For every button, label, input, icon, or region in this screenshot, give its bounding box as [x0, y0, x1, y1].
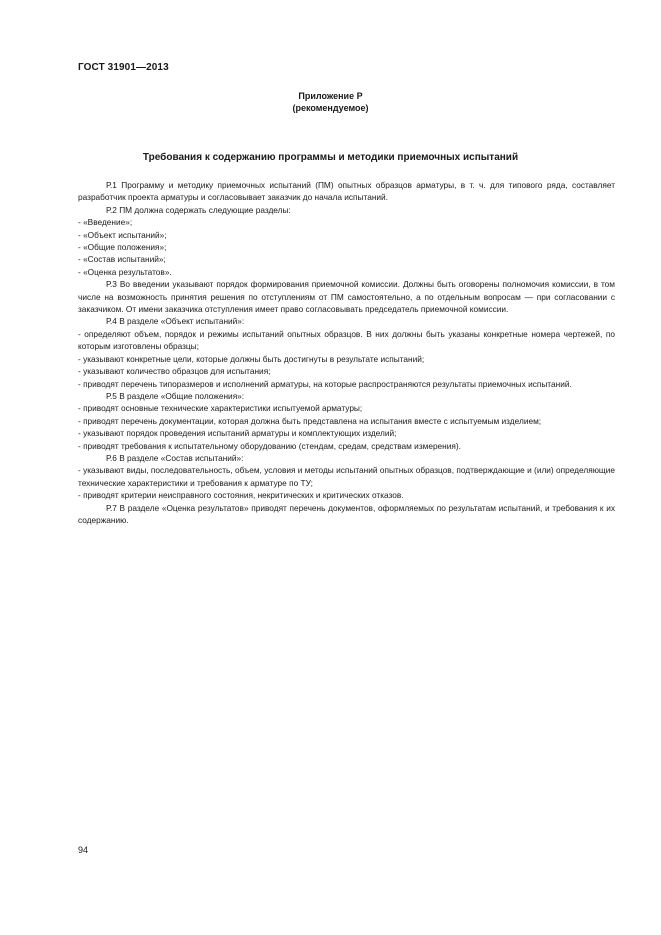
list-item: - указывают количество образцов для испытания; [78, 366, 271, 377]
list-item: - «Общие положения»; [78, 242, 167, 253]
list-item: - «Оценка результатов». [78, 266, 172, 277]
clause-paragraph: Р.4 В разделе «Объект испытаний»: [106, 316, 245, 327]
list-item: - приводят перечень документации, которая должна быть представлена на испытания вместе с испытуемым изделием; [78, 415, 542, 426]
clause-paragraph: Р.3 Во введении указывают порядок формирования приемочной комиссии. Должны быть оговорены полномочия комиссии, в том числе на возможность принятия решения по отступлениям от ПМ самостоятельно, а по отдельным вопросам — при согласовании с заказчиком. От имени заказчика отступления имеет право согласовывать председатель приемочной комиссии. [78, 279, 615, 315]
clause-paragraph: Р.7 В разделе «Оценка результатов» приводят перечень документов, оформляемых по результатам испытаний, и требования к их содержанию. [78, 502, 615, 525]
list-item: - приводят основные технические характеристики испытуемой арматуры; [78, 403, 363, 414]
list-item: - указывают конкретные цели, которые должны быть достигнуты в результате испытаний; [78, 353, 425, 364]
document-body [78, 179, 615, 526]
list-item: - приводят перечень типоразмеров и исполнений арматуры, на которые распространяются результаты приемочных испытаний. [78, 378, 572, 389]
appendix-subtitle: (рекомендуемое) [292, 103, 369, 113]
list-item: - «Введение»; [78, 217, 133, 228]
document-header: ГОСТ 31901—2013 [78, 62, 169, 73]
clause-paragraph: Р.5 В разделе «Общие положения»: [106, 390, 245, 401]
list-item: - приводят требования к испытательному оборудованию (стендам, средам, средствам измерения). [78, 440, 461, 451]
list-item: - указывают виды, последовательность, объем, условия и методы испытаний опытных образцов, подтверждающие и (или) определяющие технические характеристики и требования к арматуре по ТУ; [78, 465, 615, 488]
appendix-title: Приложение Р [298, 91, 363, 101]
appendix-heading [0, 90, 661, 114]
clause-paragraph: Р.1 Программу и методику приемочных испытаний (ПМ) опытных образцов арматуры, в т. ч. для типового ряда, составляет разработчик проекта арматуры и согласовывает заказчик до начала испытаний. [78, 180, 615, 203]
page-number: 94 [78, 845, 89, 855]
section-title: Требования к содержанию программы и методики приемочных испытаний [142, 152, 519, 163]
list-item: - указывают порядок проведения испытаний арматуры и комплектующих изделий; [78, 428, 397, 439]
clause-paragraph: Р.6 В разделе «Состав испытаний»: [106, 452, 244, 463]
clause-paragraph: Р.2 ПМ должна содержать следующие разделы: [106, 204, 291, 215]
list-item: - приводят критерии неисправного состояния, некритических и критических отказов. [78, 490, 404, 501]
list-item: - «Объект испытаний»; [78, 229, 167, 240]
list-item: - определяют объем, порядок и режимы испытаний опытных образцов. В них должны быть указаны конкретные номера чертежей, по которым изготовлены образцы; [78, 328, 615, 352]
list-item: - «Состав испытаний»; [78, 254, 166, 265]
